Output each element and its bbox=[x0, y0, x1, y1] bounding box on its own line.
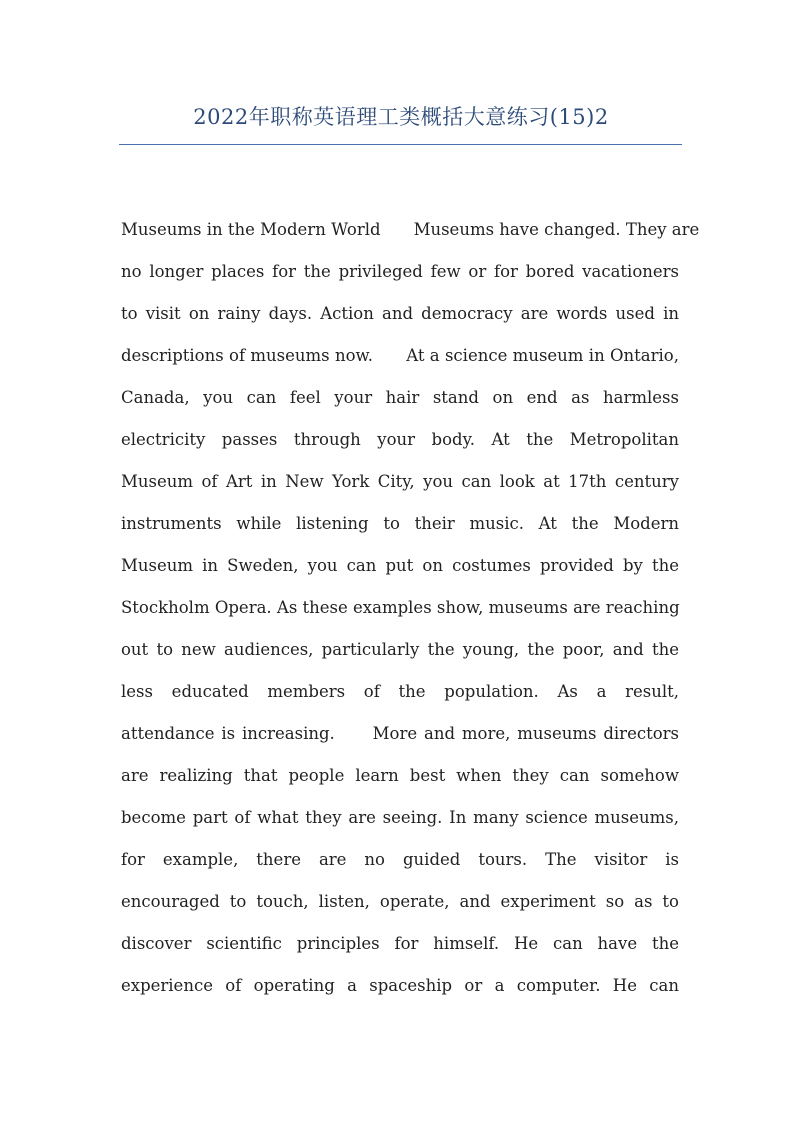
text-line: become part of what they are seeing. In many science museums, bbox=[121, 808, 679, 827]
text-line: for example, there are no guided tours. The visitor is bbox=[121, 850, 679, 869]
text-line: attendance is increasing. More and more, museums directors bbox=[121, 724, 679, 743]
text-line: Museum of Art in New York City, you can look at 17th century bbox=[121, 472, 679, 491]
text-line: Canada, you can feel your hair stand on end as harmless bbox=[121, 388, 679, 407]
text-line: Stockholm Opera. As these examples show, museums are reaching bbox=[121, 598, 680, 617]
text-line: encouraged to touch, listen, operate, and experiment so as to bbox=[121, 892, 679, 911]
title-underline bbox=[119, 144, 682, 145]
text-line: no longer places for the privileged few or for bored vacationers bbox=[121, 262, 679, 281]
text-line: instruments while listening to their music. At the Modern bbox=[121, 514, 679, 533]
text-line: less educated members of the population. As a result, bbox=[121, 682, 679, 701]
text-line: experience of operating a spaceship or a computer. He can bbox=[121, 976, 679, 995]
text-line: discover scientific principles for himself. He can have the bbox=[121, 934, 679, 953]
document-title: 2022年职称英语理工类概括大意练习(15)2 bbox=[193, 105, 609, 129]
text-line: to visit on rainy days. Action and democracy are words used in bbox=[121, 304, 679, 323]
text-line: descriptions of museums now. At a science museum in Ontario, bbox=[121, 346, 679, 365]
text-line: are realizing that people learn best when they can somehow bbox=[121, 766, 679, 785]
text-line: electricity passes through your body. At the Metropolitan bbox=[121, 430, 679, 449]
text-line: Museums in the Modern World Museums have changed. They are bbox=[121, 220, 700, 239]
text-line: Museum in Sweden, you can put on costumes provided by the bbox=[121, 556, 679, 575]
text-line: out to new audiences, particularly the young, the poor, and the bbox=[121, 640, 679, 659]
article-body bbox=[121, 210, 700, 1008]
